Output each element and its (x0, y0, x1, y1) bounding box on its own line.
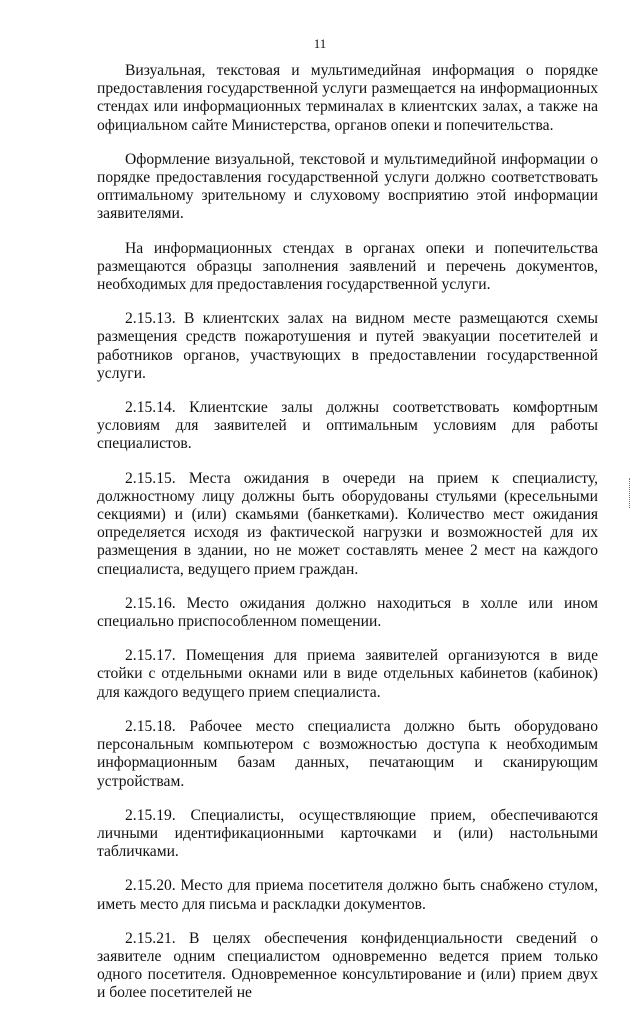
paragraph-2-15-17: 2.15.17. Помещения для приема заявителей организуются в виде стойки с отдельными окнами или в виде отдельных кабинетов (кабинок) для каждого ведущего прием специалиста. (97, 647, 598, 701)
paragraph-info-stands: На информационных стендах в органах опеки и попечительства размещаются образцы заполнения заявлений и перечень документов, необходимых для предоставления государственной услуги. (97, 239, 598, 294)
paragraph-2-15-21: 2.15.21. В целях обеспечения конфиденциальности сведений о заявителе одним специалистом одновременно ведется прием только одного посетителя. Одновременное консультирование и (или) прием двух и более посетителей не (97, 929, 598, 1002)
paragraph-2-15-20: 2.15.20. Место для приема посетителя должно быть снабжено стулом, иметь место для письма и раскладки документов. (97, 877, 598, 913)
paragraph-2-15-15: 2.15.15. Места ожидания в очереди на прием к специалисту, должностному лицу должны быть оборудованы стульями (кресельными секциями) и (или) скамьями (банкетками). Количество мест ожидания определяется исходя из фактической нагрузки и возможностей для их размещения в здании, но не может составлять менее 2 мест на каждого специалиста, ведущего прием граждан. (97, 469, 598, 578)
paragraph-2-15-13: 2.15.13. В клиентских залах на видном месте размещаются схемы размещения средств пожаротушения и путей эвакуации посетителей и работников органов, участвующих в предоставлении государственной услуги. (97, 310, 598, 382)
paragraph-2-15-19: 2.15.19. Специалисты, осуществляющие прием, обеспечиваются личными идентификационными карточками и (или) настольными табличками. (97, 806, 598, 861)
paragraph-2-15-14: 2.15.14. Клиентские залы должны соответствовать комфортным условиям для заявителей и оптимальным условиям для работы специалистов. (97, 399, 598, 453)
page-number: 11 (313, 36, 327, 51)
scan-edge-mark (629, 478, 631, 508)
paragraph-info-placement: Визуальная, текстовая и мультимедийная информация о порядке предоставления государственной услуги размещается на информационных стендах или информационных терминалах в клиентских залах, а также на официальном сайте Министерства, органов опеки и попечительства. (97, 62, 598, 134)
paragraph-info-design: Оформление визуальной, текстовой и мультимедийной информации о порядке предоставления государственной услуги должно соответствовать оптимальному зрительному и слуховому восприятию этой информации заявителями. (97, 150, 598, 223)
document-body (97, 62, 598, 1019)
paragraph-2-15-16: 2.15.16. Место ожидания должно находиться в холле или ином специально приспособленном помещении. (97, 594, 598, 631)
paragraph-2-15-18: 2.15.18. Рабочее место специалиста должно быть оборудовано персональным компьютером с возможностью доступа к необходимым информационным базам данных, печатающим и сканирующим устройствам. (97, 717, 598, 790)
